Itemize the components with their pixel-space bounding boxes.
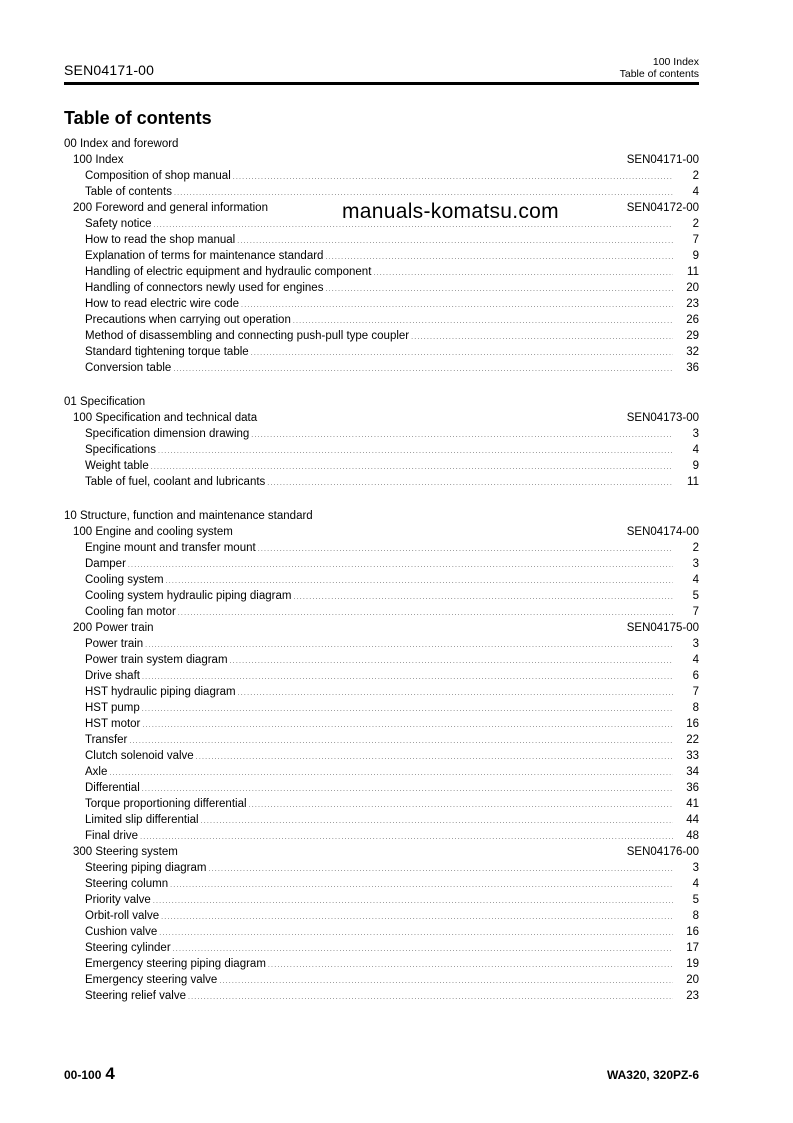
dot-leader (170, 878, 673, 894)
toc-entry-label: Composition of shop manual (85, 170, 231, 182)
toc-entry-page: 23 (686, 298, 699, 310)
toc-entry-page: 11 (687, 266, 699, 278)
toc-entry-page: 20 (686, 974, 699, 986)
toc-entry[interactable] (64, 540, 699, 556)
dot-leader (325, 282, 673, 298)
dot-leader (238, 686, 673, 702)
dot-leader (196, 750, 673, 766)
group-spacer (64, 376, 699, 394)
toc-entry-page: 44 (686, 814, 699, 826)
toc-entry[interactable] (64, 780, 699, 796)
toc-entry-page: 4 (692, 444, 699, 456)
toc-entry-label: Explanation of terms for maintenance standard (85, 250, 324, 262)
toc-entry[interactable] (64, 296, 699, 312)
toc-entry-label: HST pump (85, 702, 140, 714)
toc-entry-label: Engine mount and transfer mount (85, 542, 256, 554)
watermark: manuals-komatsu.com (342, 200, 559, 223)
header-subsection: Table of contents (619, 68, 699, 80)
toc-entry[interactable] (64, 264, 699, 280)
toc-entry-page: 4 (692, 574, 699, 586)
dot-leader (373, 266, 673, 282)
toc-entry[interactable] (64, 312, 699, 328)
toc-entry[interactable] (64, 908, 699, 924)
toc-entry-page: 9 (692, 460, 699, 472)
dot-leader (178, 606, 673, 622)
toc-entry[interactable] (64, 168, 699, 184)
toc-entry[interactable] (64, 556, 699, 572)
toc-entry[interactable] (64, 700, 699, 716)
toc-entry-page: 11 (687, 476, 699, 488)
toc-entry[interactable] (64, 232, 699, 248)
toc-section[interactable] (64, 152, 699, 168)
toc-entry-label: Power train (85, 638, 144, 650)
toc-entry[interactable] (64, 796, 699, 812)
toc-entry-label: Emergency steering valve (85, 974, 218, 986)
toc-section-code: SEN04174-00 (626, 526, 699, 538)
toc-section[interactable] (64, 844, 699, 860)
toc-entry-page: 48 (686, 830, 699, 842)
toc-entry-label: Method of disassembling and connecting push-pull type coupler (85, 330, 410, 342)
dot-leader (153, 894, 673, 910)
toc-entry-page: 26 (686, 314, 699, 326)
toc-entry[interactable] (64, 828, 699, 844)
toc-entry[interactable] (64, 474, 699, 490)
toc-entry-label: Safety notice (85, 218, 152, 230)
toc-entry-page: 41 (686, 798, 699, 810)
dot-leader (251, 428, 673, 444)
dot-leader (129, 734, 673, 750)
toc-entry[interactable] (64, 216, 699, 232)
toc-entry-page: 8 (692, 910, 699, 922)
toc-entry[interactable] (64, 426, 699, 442)
dot-leader (249, 798, 673, 814)
toc-section-code: SEN04176-00 (626, 846, 699, 858)
toc-entry-label: Handling of connectors newly used for engines (85, 282, 324, 294)
toc-entry-page: 16 (686, 718, 699, 730)
dot-leader (142, 702, 673, 718)
toc-entry-label: How to read electric wire code (85, 298, 240, 310)
toc-entry-page: 20 (686, 282, 699, 294)
toc-entry[interactable] (64, 360, 699, 376)
dot-leader (109, 766, 673, 782)
toc-section-label: 100 Engine and cooling system (73, 526, 233, 538)
dot-leader (411, 330, 673, 346)
footer-model: WA320, 320PZ-6 (606, 1068, 699, 1082)
toc-group-heading: 10 Structure, function and maintenance standard (64, 510, 313, 522)
toc-section-label: 200 Power train (73, 622, 154, 634)
toc-entry-label: Handling of electric equipment and hydraulic component (85, 266, 372, 278)
toc-section-label: 100 Specification and technical data (73, 412, 258, 424)
toc-entry-page: 4 (692, 654, 699, 666)
toc-entry-label: Transfer (85, 734, 128, 746)
toc-entry-label: Orbit-roll valve (85, 910, 160, 922)
toc-entry-page: 5 (692, 894, 699, 906)
footer-page-ref (64, 1064, 115, 1084)
toc-entry-label: Steering piping diagram (85, 862, 207, 874)
footer-page-number: 4 (105, 1064, 115, 1083)
toc-entry[interactable] (64, 248, 699, 264)
toc-entry-label: Steering relief valve (85, 990, 186, 1002)
toc-entry[interactable] (64, 812, 699, 828)
toc-entry-page: 2 (692, 170, 699, 182)
toc-entry-page: 33 (686, 750, 699, 762)
table-of-contents (64, 136, 699, 1004)
toc-section-label: 300 Steering system (73, 846, 178, 858)
dot-leader (219, 974, 673, 990)
toc-entry-page: 29 (686, 330, 699, 342)
toc-entry[interactable] (64, 764, 699, 780)
toc-entry-label: Final drive (85, 830, 139, 842)
toc-entry-label: Standard tightening torque table (85, 346, 249, 358)
toc-entry-page: 4 (692, 186, 699, 198)
toc-entry-page: 16 (686, 926, 699, 938)
dot-leader (159, 926, 673, 942)
toc-entry[interactable] (64, 956, 699, 972)
footer-section-code: 00-100 (64, 1068, 102, 1082)
toc-entry-page: 3 (692, 862, 699, 874)
toc-entry[interactable] (64, 892, 699, 908)
toc-entry-label: Specification dimension drawing (85, 428, 250, 440)
toc-group-heading: 00 Index and foreword (64, 138, 179, 150)
toc-entry[interactable] (64, 860, 699, 876)
dot-leader (251, 346, 673, 362)
toc-section[interactable] (64, 524, 699, 540)
dot-leader (201, 814, 673, 830)
toc-entry-label: Priority valve (85, 894, 151, 906)
toc-entry-label: Cooling system hydraulic piping diagram (85, 590, 292, 602)
toc-entry-page: 36 (686, 362, 699, 374)
toc-entry-label: Limited slip differential (85, 814, 199, 826)
toc-entry[interactable] (64, 748, 699, 764)
toc-entry-label: Drive shaft (85, 670, 140, 682)
toc-entry-page: 3 (692, 558, 699, 570)
toc-entry[interactable] (64, 668, 699, 684)
dot-leader (258, 542, 673, 558)
dot-leader (325, 250, 673, 266)
toc-entry[interactable] (64, 344, 699, 360)
dot-leader (142, 718, 673, 734)
toc-entry-label: Steering cylinder (85, 942, 171, 954)
toc-section-code: SEN04173-00 (626, 412, 699, 424)
toc-entry[interactable] (64, 328, 699, 344)
toc-entry[interactable] (64, 684, 699, 700)
toc-entry-page: 36 (686, 782, 699, 794)
toc-entry-label: Precautions when carrying out operation (85, 314, 291, 326)
page-title: Table of contents (64, 108, 212, 128)
toc-entry[interactable] (64, 732, 699, 748)
toc-entry-label: Power train system diagram (85, 654, 228, 666)
toc-entry[interactable] (64, 604, 699, 620)
dot-leader (230, 654, 673, 670)
toc-entry[interactable] (64, 636, 699, 652)
toc-section-label: 200 Foreword and general information (73, 202, 268, 214)
toc-entry-page: 4 (692, 878, 699, 890)
toc-section-code: SEN04172-00 (626, 202, 699, 214)
dot-leader (268, 958, 673, 974)
toc-entry-label: Conversion table (85, 362, 172, 374)
dot-leader (161, 910, 673, 926)
dot-leader (140, 830, 673, 846)
toc-entry-page: 32 (686, 346, 699, 358)
toc-entry-page: 3 (692, 428, 699, 440)
toc-entry-page: 22 (686, 734, 699, 746)
toc-section-code: SEN04171-00 (626, 154, 699, 166)
toc-entry-page: 23 (686, 990, 699, 1002)
toc-entry-label: Steering column (85, 878, 169, 890)
toc-entry-page: 5 (692, 590, 699, 602)
toc-entry[interactable] (64, 716, 699, 732)
toc-entry-page: 3 (692, 638, 699, 650)
dot-leader (158, 444, 673, 460)
toc-entry-label: How to read the shop manual (85, 234, 236, 246)
toc-section[interactable] (64, 410, 699, 426)
toc-entry-label: Specifications (85, 444, 156, 456)
toc-entry-label: Damper (85, 558, 126, 570)
toc-section-label: 100 Index (73, 154, 124, 166)
dot-leader (293, 590, 673, 606)
dot-leader (208, 862, 673, 878)
toc-entry-label: Axle (85, 766, 108, 778)
toc-entry[interactable] (64, 458, 699, 474)
toc-entry-page: 6 (692, 670, 699, 682)
toc-entry-label: Table of fuel, coolant and lubricants (85, 476, 266, 488)
toc-entry-label: Cooling system (85, 574, 164, 586)
toc-entry-label: Cushion valve (85, 926, 158, 938)
toc-entry-label: Weight table (85, 460, 149, 472)
toc-entry[interactable] (64, 442, 699, 458)
toc-entry[interactable] (64, 924, 699, 940)
toc-section-code: SEN04175-00 (626, 622, 699, 634)
toc-entry-label: Differential (85, 782, 140, 794)
toc-entry-label: Emergency steering piping diagram (85, 958, 266, 970)
toc-entry[interactable] (64, 184, 699, 200)
toc-entry[interactable] (64, 588, 699, 604)
toc-entry-label: HST motor (85, 718, 141, 730)
toc-entry-page: 19 (686, 958, 699, 970)
group-spacer (64, 490, 699, 508)
toc-entry-page: 7 (692, 606, 699, 618)
document-code: SEN04171-00 (64, 62, 155, 78)
toc-entry[interactable] (64, 572, 699, 588)
toc-entry[interactable] (64, 652, 699, 668)
toc-entry-page: 2 (692, 542, 699, 554)
dot-leader (128, 558, 673, 574)
dot-leader (241, 298, 673, 314)
toc-entry-page: 34 (686, 766, 699, 778)
toc-entry-label: Torque proportioning differential (85, 798, 247, 810)
toc-entry-page: 9 (692, 250, 699, 262)
dot-leader (233, 170, 673, 186)
toc-entry[interactable] (64, 972, 699, 988)
toc-entry-page: 8 (692, 702, 699, 714)
header-section-info (620, 56, 699, 80)
toc-entry-label: Cooling fan motor (85, 606, 176, 618)
header-section: 100 Index (652, 56, 699, 68)
toc-entry-page: 2 (692, 218, 699, 230)
header-rule (64, 82, 699, 85)
toc-entry-page: 7 (692, 234, 699, 246)
toc-section[interactable] (64, 200, 699, 216)
dot-leader (173, 362, 673, 378)
toc-entry[interactable] (64, 988, 699, 1004)
toc-entry-label: HST hydraulic piping diagram (85, 686, 236, 698)
dot-leader (267, 476, 673, 492)
toc-entry-label: Clutch solenoid valve (85, 750, 194, 762)
toc-entry-label: Table of contents (85, 186, 172, 198)
toc-entry[interactable] (64, 280, 699, 296)
toc-section[interactable] (64, 620, 699, 636)
toc-entry-page: 17 (686, 942, 699, 954)
toc-entry[interactable] (64, 940, 699, 956)
toc-entry[interactable] (64, 876, 699, 892)
toc-entry-page: 7 (692, 686, 699, 698)
toc-group-heading: 01 Specification (64, 396, 146, 408)
dot-leader (188, 990, 673, 1006)
